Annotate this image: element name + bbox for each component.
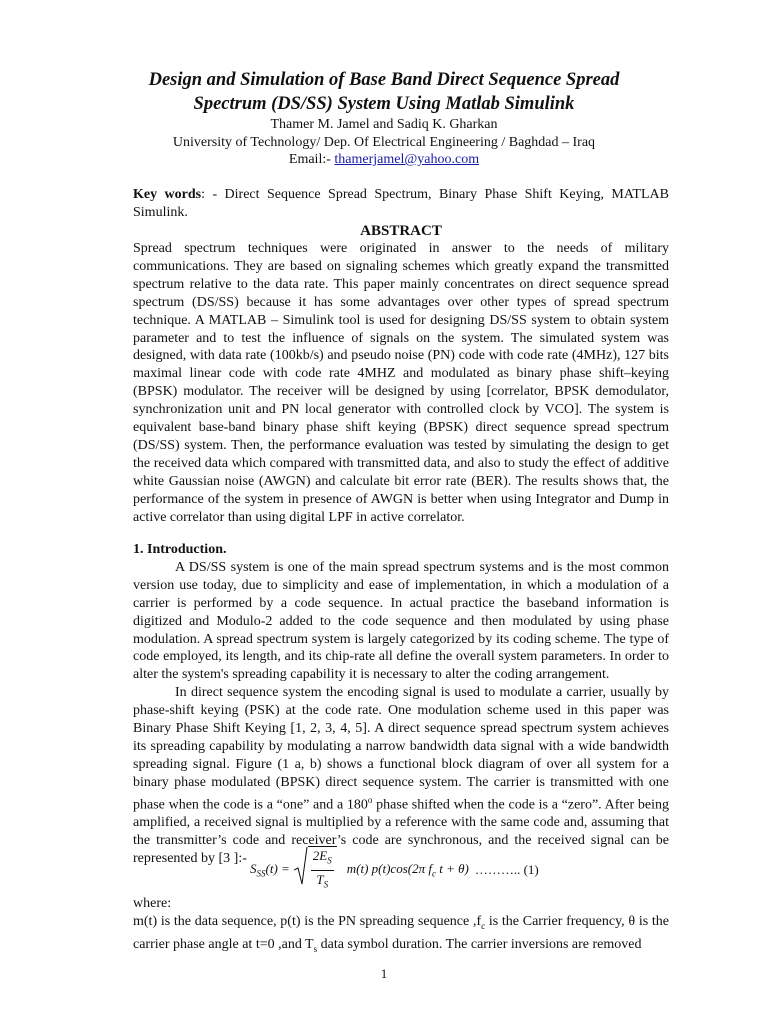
introduction-heading: 1. Introduction. (133, 542, 227, 557)
equation-number: ……….. (1) (474, 862, 539, 877)
where-section (133, 895, 669, 958)
intro-paragraph-2-b: phase shifted when the code is a “zero”. After being amplified, a received signal is multiplied by a reference with the same code and, assuming that the transmitter’s code and receiver’s code are synchronous, and the received signal can be represented by [3 ]:- (133, 797, 669, 867)
where-text: m(t) is the data sequence, p(t) is the PN spreading sequence $,f_c$ is the Carrier frequency, θ is the carrier phase angle at t=0 ,and $T_s$ data symbol duration. The carrier inversions are removed (133, 913, 669, 954)
sqrt-term (294, 846, 337, 893)
sqrt-sign-icon (294, 846, 308, 886)
email-label: Email:- (288, 152, 335, 167)
authors: Thamer M. Jamel and Sadiq K. Gharkan (270, 117, 498, 132)
equation-1 (250, 848, 539, 892)
intro-paragraph-1: A DS/SS system is one of the main spread spectrum systems and is the most common version use today, due to simplicity and ease of implementation, in which a modulation of a carrier is performed by a code sequence. In actual practice the baseband information is digitized and Modulo-2 added to the code sequence and then modulated by using phase modulation. A spread spectrum system is largely categorized by its coding scheme. The type of code employed, its length, and its chip-rate all define the overall system parameters. In order to alter the system's spreading capability it is necessary to alter the coding arrangement. (133, 559, 669, 683)
fraction (308, 846, 337, 893)
abstract-heading: ABSTRACT (360, 223, 442, 239)
title-line-1: Design and Simulation of Base Band Direct Sequence Spread (148, 70, 620, 90)
equation-rhs: m(t) p(t)cos(2π $f_c$ t + θ) (346, 861, 469, 879)
paper-title (100, 68, 668, 116)
abstract-text: Spread spectrum techniques were originated in answer to the needs of military communications. They are based on signaling schemes which greatly expand the transmitted spectrum relative to the data rate. This paper mainly concentrates on direct sequence spread spectrum (DS/SS) because it has some advantages over other types of spread spectrum technique. A MATLAB – Simulink tool is used for designing DS/SS system to obtain system parameter and to test the influence of signals on the system. The simulated system was designed, with data rate (100kb/s) and pseudo noise (PN) code with code rate (4MHz), 127 bits maximal linear code with code rate 4MHZ and modulated as binary phase shift–keying (BPSK) modulator. The receiver will be designed by using [correlator, BPSK demodulator, synchronization unit and PN local generator with controlled clock by VCO]. The system is equivalent base-band binary phase shift keying (BPSK) direct sequence spread spectrum (DS/SS) system. Then, the performance evaluation was tested by simulating the design to get the received data which compared with transmitted data, and also to study the effect of additive white Gaussian noise (AWGN) and calculate bit error rate (BER). The results shows that, the performance of the system in presence of AWGN is better when using Integrator and Dump in active correlator than using digital LPF in active correlator. (133, 241, 669, 525)
introduction-section (133, 541, 669, 868)
email-line (100, 151, 668, 169)
degree-superscript: o (367, 794, 373, 805)
keywords (133, 186, 669, 222)
fraction-denominator: $T_S$ (316, 872, 329, 890)
title-line-2: Spectrum (DS/SS) System Using Matlab Simulink (193, 94, 575, 114)
abstract-body (133, 240, 669, 527)
equation-lhs: $S_{SS}(t)$ = (250, 861, 290, 879)
intro-paragraph-2-a: In direct sequence system the encoding signal is used to modulate a carrier, usually by phase-shift keying (PSK) at the code rate. One modulation scheme used in this paper was Binary Phase Shift Keying [1, 2, 3, 4, 5]. A direct sequence spread spectrum system achieves its spreading capability by modulating a narrow bandwidth data signal with a wide bandwidth spreading signal. Figure (1 a, b) shows a functional block diagram of over all system for a binary phase modulated (BPSK) direct sequence system. The carrier is transmitted with one phase when the code is a “one” and a 180 (133, 685, 669, 813)
where-label: where: (133, 896, 172, 911)
fraction-numerator: $2E_S$ (311, 847, 334, 871)
keywords-text: : - Direct Sequence Spread Spectrum, Binary Phase Shift Keying, MATLAB Simulink. (133, 187, 669, 220)
intro-paragraph-2 (133, 684, 669, 868)
email-link[interactable]: thamerjamel@yahoo.com (334, 152, 480, 167)
page-number: 1 (380, 966, 388, 981)
affiliation: University of Technology/ Dep. Of Electrical Engineering / Baghdad – Iraq (172, 135, 596, 150)
keywords-label: Key words (133, 187, 202, 202)
